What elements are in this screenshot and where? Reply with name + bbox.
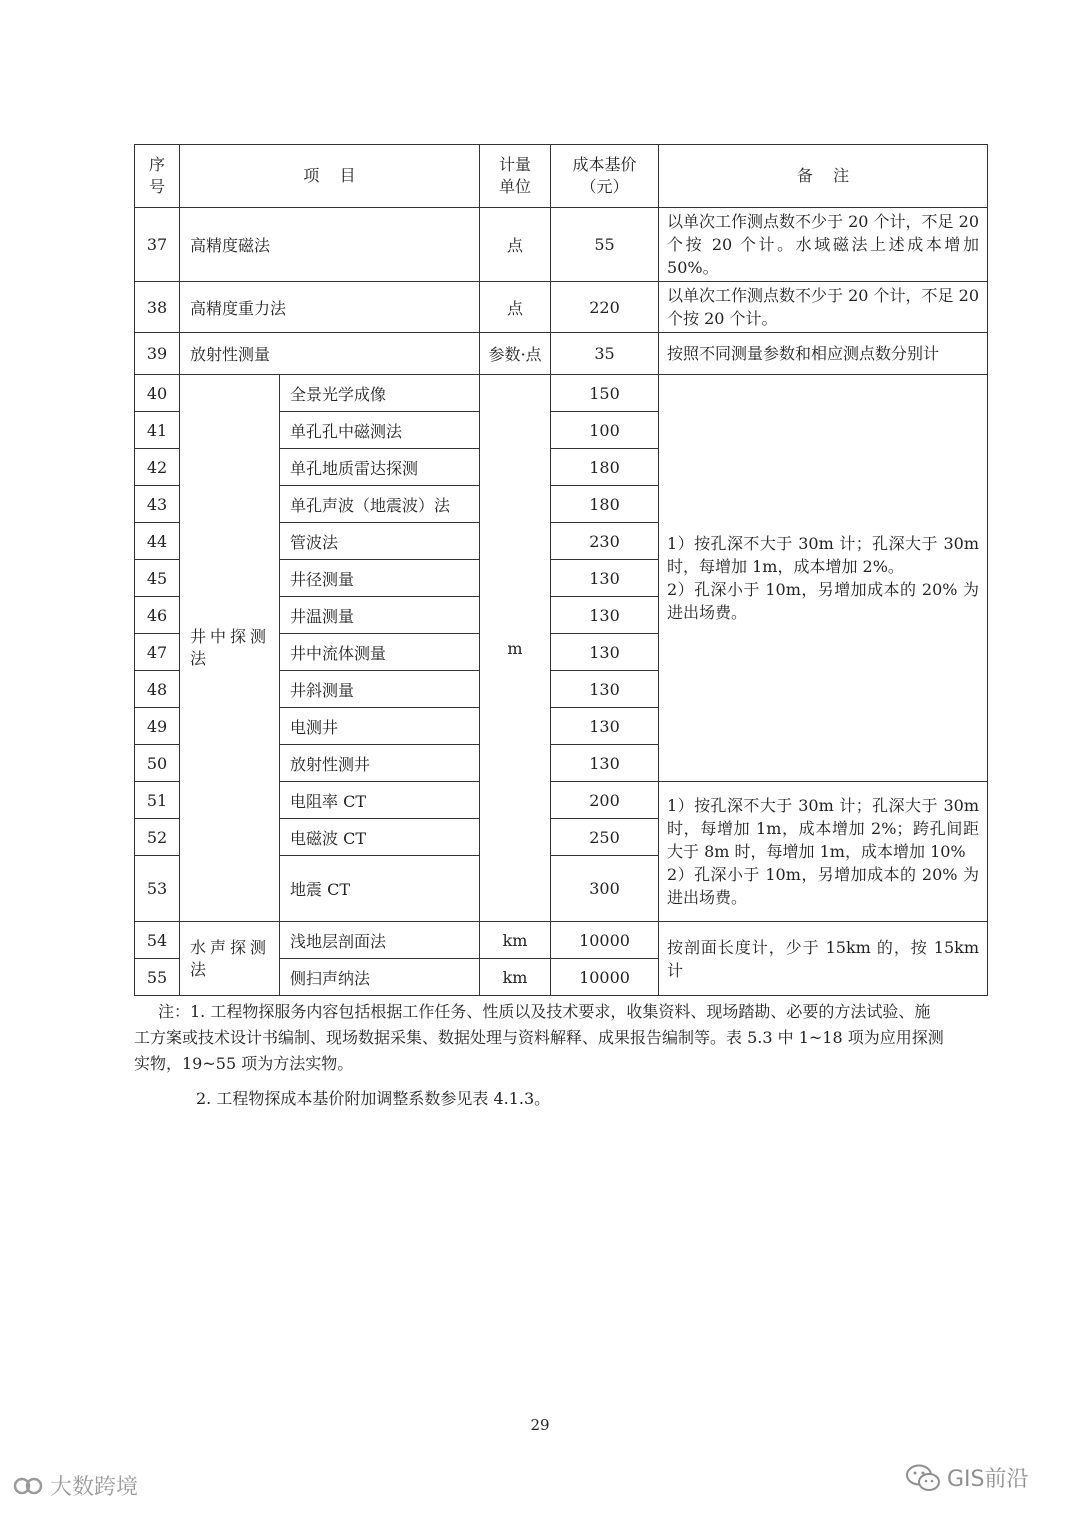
row-no: 37 [135,208,180,282]
row-price: 300 [551,856,659,922]
table-row [135,282,988,333]
row-price: 55 [551,208,659,282]
row-no: 53 [135,856,180,922]
row-no: 45 [135,560,180,597]
header-unit: 计量 单位 [480,145,551,208]
wechat-icon [905,1463,941,1493]
row-price: 180 [551,449,659,486]
row-item: 井温测量 [280,597,480,634]
row-item: 浅地层剖面法 [280,922,480,959]
row-price: 250 [551,819,659,856]
table-note-2: 2. 工程物探成本基价附加调整系数参见表 4.1.3。 [196,1089,551,1108]
row-price: 220 [551,282,659,333]
row-item: 电阻率 CT [280,782,480,819]
row-item: 电测井 [280,708,480,745]
header-item: 项 目 [180,145,480,208]
remark-54-55: 按剖面长度计，少于 15km 的，按 15km 计 [659,922,988,996]
group-well-logging: 井中探测法 [180,375,280,922]
group-well-unit: m [480,375,551,922]
watermark-left [12,1470,138,1501]
row-item: 井径测量 [280,560,480,597]
row-no: 39 [135,333,180,375]
cost-table [134,144,988,996]
table-row [135,208,988,282]
row-no: 44 [135,523,180,560]
row-no: 52 [135,819,180,856]
remark-51-53: 1）按孔深不大于 30m 计；孔深大于 30m 时，每增加 1m，成本增加 2%；跨孔间距大于 8m 时，每增加 1m，成本增加 10% 2）孔深小于 10m，另增加成本的 20% 为进出场费。 [659,782,988,922]
row-remark: 以单次工作测点数不少于 20 个计，不足 20 个按 20 个计。 [659,282,988,333]
row-price: 100 [551,412,659,449]
row-item: 高精度重力法 [180,282,480,333]
row-item: 管波法 [280,523,480,560]
row-unit: km [480,959,551,996]
row-no: 55 [135,959,180,996]
row-price: 10000 [551,922,659,959]
row-remark: 以单次工作测点数不少于 20 个计，不足 20 个按 20 个计。水域磁法上述成本增加 50%。 [659,208,988,282]
row-item: 电磁波 CT [280,819,480,856]
row-no: 42 [135,449,180,486]
row-no: 43 [135,486,180,523]
table-header-row [135,145,988,208]
row-item: 放射性测井 [280,745,480,782]
row-price: 130 [551,560,659,597]
table-row [135,333,988,375]
row-no: 50 [135,745,180,782]
header-seq: 序 号 [135,145,180,208]
row-no: 47 [135,634,180,671]
row-price: 230 [551,523,659,560]
watermark-left-text: 大数跨境 [50,1475,139,1500]
row-remark: 按照不同测量参数和相应测点数分别计 [659,333,988,375]
table-row [135,922,988,959]
row-price: 150 [551,375,659,412]
row-item: 单孔地质雷达探测 [280,449,480,486]
page-number: 29 [530,1416,550,1434]
row-no: 51 [135,782,180,819]
table-note-1: 注：1. 工程物探服务内容包括根据工作任务、性质以及技术要求，收集资料、现场踏勘、必要的方法试验、施工方案或技术设计书编制、现场数据采集、数据处理与资料解释、成果报告编制等。表 5.3 中 1~18 项为应用探测实物，19~55 项为方法实物。 [134,1002,944,1073]
row-item: 井斜测量 [280,671,480,708]
row-price: 130 [551,745,659,782]
row-item: 侧扫声纳法 [280,959,480,996]
row-no: 46 [135,597,180,634]
row-no: 49 [135,708,180,745]
row-item: 单孔声波（地震波）法 [280,486,480,523]
row-unit: 点 [480,282,551,333]
row-item: 井中流体测量 [280,634,480,671]
row-item: 高精度磁法 [180,208,480,282]
row-unit: 点 [480,208,551,282]
row-unit: 参数·点 [480,333,551,375]
remark-40-50: 1）按孔深不大于 30m 计；孔深大于 30m 时，每增加 1m，成本增加 2%。 2）孔深小于 10m，另增加成本的 20% 为进出场费。 [659,375,988,782]
group-water-acoustic: 水声探测法 [180,922,280,996]
row-price: 130 [551,708,659,745]
row-price: 130 [551,671,659,708]
row-no: 54 [135,922,180,959]
table-row [135,375,988,412]
row-no: 41 [135,412,180,449]
watermark-right-text: GIS前沿 [947,1467,1029,1492]
row-price: 180 [551,486,659,523]
row-item: 单孔孔中磁测法 [280,412,480,449]
row-item: 放射性测量 [180,333,480,375]
link-icon [12,1474,46,1498]
row-unit: km [480,922,551,959]
header-remark: 备 注 [659,145,988,208]
watermark-right [905,1462,1029,1493]
row-price: 35 [551,333,659,375]
row-price: 10000 [551,959,659,996]
row-no: 38 [135,282,180,333]
row-item: 全景光学成像 [280,375,480,412]
row-price: 200 [551,782,659,819]
row-no: 48 [135,671,180,708]
header-price: 成本基价 （元） [551,145,659,208]
row-no: 40 [135,375,180,412]
row-price: 130 [551,634,659,671]
row-price: 130 [551,597,659,634]
row-item: 地震 CT [280,856,480,922]
